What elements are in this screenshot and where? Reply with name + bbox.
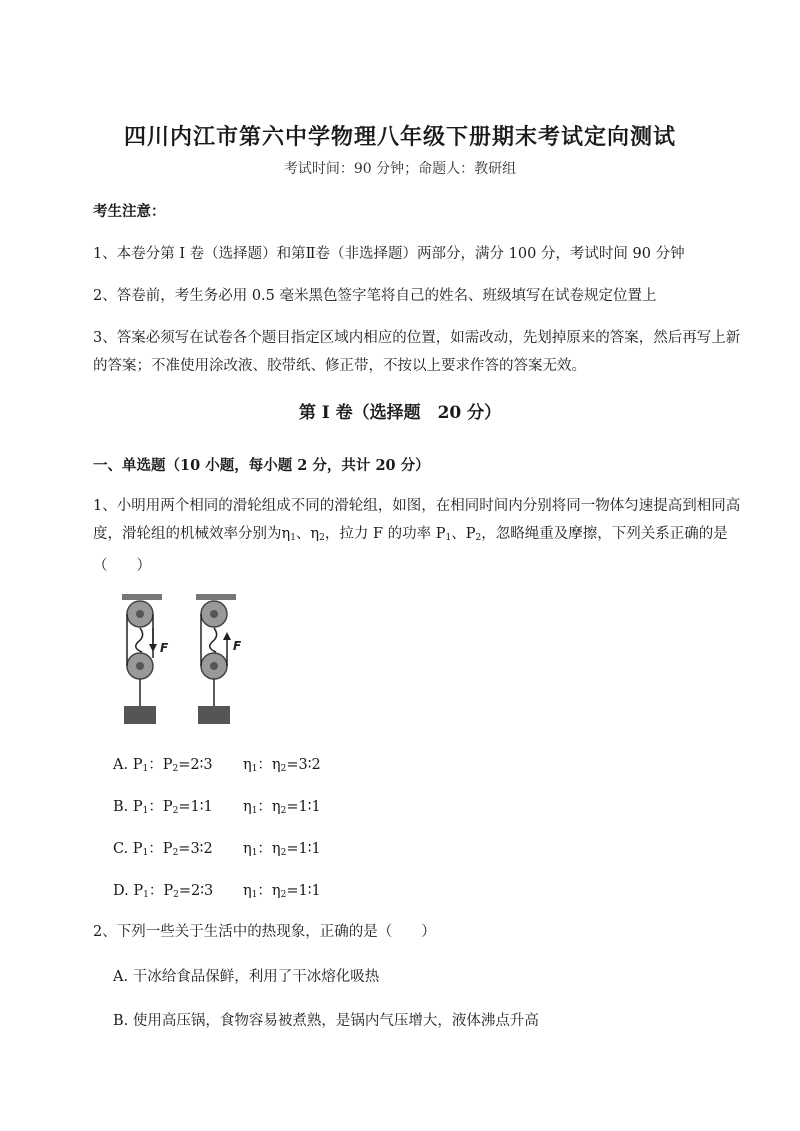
option-p-colon: ：P	[148, 799, 173, 815]
q1-text-e: ，忽略绳重及摩擦，下列关系正确的是	[481, 526, 728, 542]
sub: 1	[143, 890, 149, 900]
exam-title: 四川内江市第六中学物理八年级下册期末考试定向测试	[123, 124, 676, 150]
sub: 1	[251, 806, 258, 816]
option-eta	[243, 754, 321, 780]
ceiling-left	[122, 594, 162, 600]
option-p: P	[132, 799, 143, 815]
eta-colon: ：η	[257, 841, 281, 857]
eta-value: =3∶2	[286, 757, 321, 773]
eta-value: =1∶1	[286, 841, 321, 857]
q1-text-b: 、η	[295, 526, 320, 542]
question-1-line-2	[93, 520, 753, 552]
option-eta	[243, 796, 321, 822]
q1-sub-2: 2	[319, 533, 325, 543]
ceiling-right	[196, 594, 236, 600]
eta-colon: ：η	[257, 757, 281, 773]
q1-option-a[interactable]	[113, 754, 321, 780]
q2-option-a[interactable]: A. 干冰给食品保鲜，利用了干冰熔化吸热	[113, 969, 380, 985]
q2-option-b[interactable]: B. 使用高压锅，食物容易被煮熟，是锅内气压增大，液体沸点升高	[113, 1013, 539, 1029]
sub: 1	[142, 764, 149, 774]
q1-sub-1: 1	[290, 533, 296, 543]
option-p: P	[132, 841, 143, 857]
notice-item-1: 1、本卷分第 I 卷（选择题）和第Ⅱ卷（非选择题）两部分，满分 100 分，考试时间 90 分钟	[93, 246, 685, 262]
option-p-value: =2∶3	[178, 757, 213, 773]
sub: 2	[173, 890, 179, 900]
option-letter: B.	[113, 799, 129, 815]
sub: 2	[280, 848, 287, 858]
question-2-stem: 2、下列一些关于生活中的热现象，正确的是（ ）	[93, 924, 436, 940]
sub: 1	[251, 764, 258, 774]
question-1-line-1: 1、小明用两个相同的滑轮组成不同的滑轮组，如图，在相同时间内分别将同一物体匀速提高到相同高	[93, 498, 741, 514]
q1-sub-3: 1	[445, 533, 452, 543]
eta-value: =1∶1	[286, 799, 321, 815]
option-p-value: =2∶3	[178, 883, 214, 899]
sub: 2	[172, 764, 179, 774]
sub: 1	[142, 848, 149, 858]
q1-option-d[interactable]	[113, 880, 321, 906]
option-p-value: =1∶1	[178, 799, 213, 815]
eta-colon: ：η	[257, 799, 281, 815]
q1-option-c[interactable]	[113, 838, 321, 864]
sub: 1	[251, 890, 258, 900]
sub: 1	[251, 848, 258, 858]
notice-item-3: 3、答案必须写在试卷各个题目指定区域内相应的位置，如需改动，先划掉原来的答案，然后再写上新的答案；不准使用涂改液、胶带纸、修正带，不按以上要求作答的答案无效。	[93, 330, 741, 374]
q1-option-b[interactable]	[113, 796, 321, 822]
option-letter: C.	[113, 841, 129, 857]
option-letter: A.	[113, 757, 129, 773]
sub: 2	[280, 890, 287, 900]
notice-item-2: 2、答卷前，考生务必用 0.5 毫米黑色签字笔将自己的姓名、班级填写在试卷规定位置上	[93, 288, 657, 304]
section-title: 第 I 卷（选择题 20 分）	[298, 403, 502, 423]
eta-colon: ：η	[257, 883, 281, 899]
eta: η	[243, 841, 252, 857]
option-p-colon: ：P	[148, 757, 173, 773]
option-p-colon: ：P	[148, 883, 174, 899]
pulley-system-left	[124, 601, 157, 724]
force-label-right: F	[233, 639, 242, 653]
sub: 1	[142, 806, 149, 816]
eta: η	[243, 883, 252, 899]
sub: 2	[280, 764, 287, 774]
part-heading: 一、单选题（10 小题，每小题 2 分，共计 20 分）	[93, 457, 430, 474]
pulley-system-right	[198, 601, 231, 724]
option-letter: D.	[113, 883, 129, 899]
q1-sub-4: 2	[475, 533, 482, 543]
question-1-stem	[93, 492, 753, 580]
notice-heading: 考生注意：	[93, 203, 166, 220]
option-p-colon: ：P	[148, 841, 173, 857]
option-p-value: =3∶2	[178, 841, 213, 857]
sub: 2	[280, 806, 287, 816]
force-label-left: F	[160, 641, 169, 655]
q1-text-c: ，拉力 F 的功率 P	[324, 526, 446, 542]
option-eta	[243, 838, 321, 864]
sub: 2	[172, 848, 179, 858]
option-eta	[243, 880, 321, 906]
eta-value: =1∶1	[286, 883, 321, 899]
eta: η	[243, 757, 252, 773]
sub: 2	[172, 806, 179, 816]
pulley-diagram	[110, 588, 260, 733]
option-p: P	[133, 883, 144, 899]
option-p: P	[132, 757, 143, 773]
q1-text-d: 、P	[451, 526, 476, 542]
question-1-line-3: （ ）	[93, 558, 151, 574]
exam-subtitle: 考试时间：90 分钟；命题人：教研组	[283, 161, 517, 177]
eta: η	[243, 799, 252, 815]
q1-text-a: 度，滑轮组的机械效率分别为η	[93, 526, 291, 542]
